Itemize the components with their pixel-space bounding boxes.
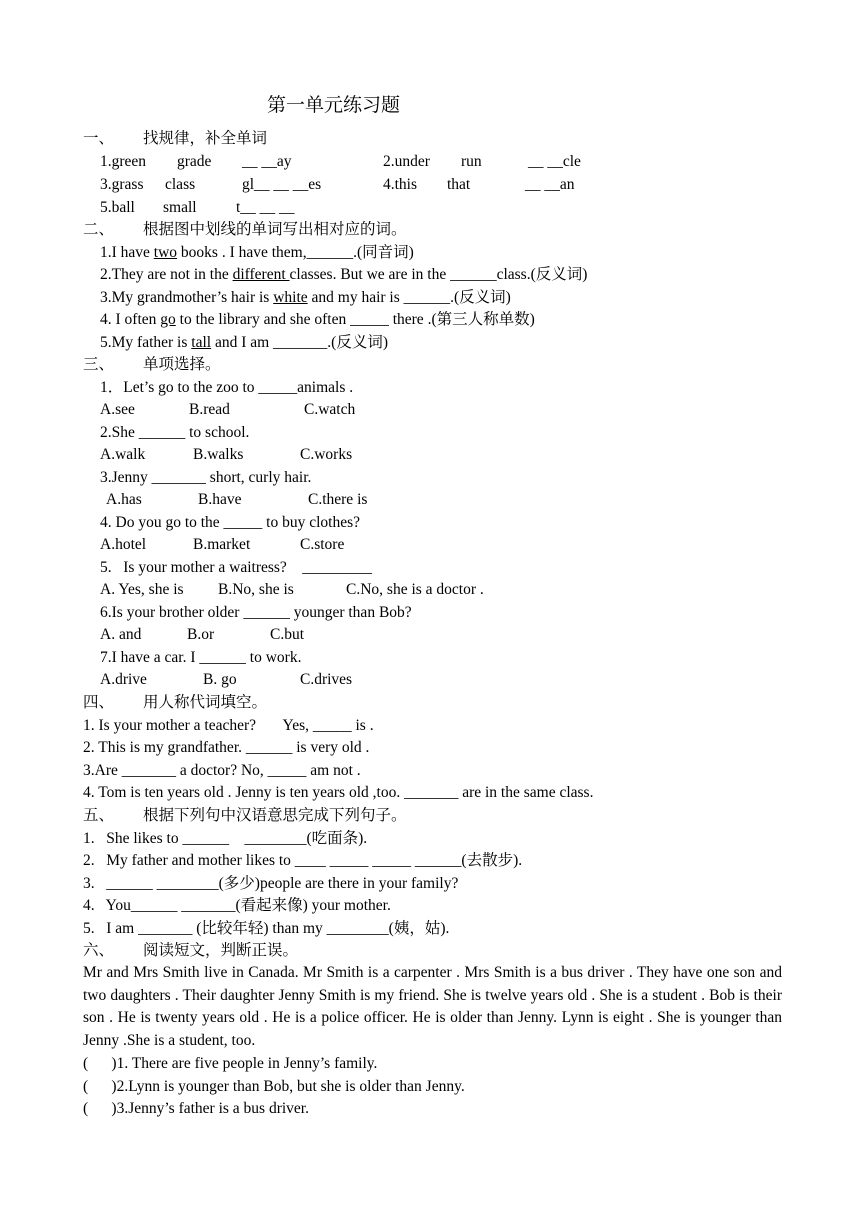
option-a: A. and [100, 626, 142, 643]
section-4-item: 1. Is your mother a teacher? Yes, _____ is . [83, 717, 374, 734]
section-5-number: 五、 [83, 807, 115, 824]
section-6-number: 六、 [83, 942, 115, 959]
section-1-heading: 找规律，补全单词 [143, 130, 268, 147]
option-b: B.No, she is [218, 581, 294, 598]
option-b: B. go [203, 671, 237, 688]
section-2-item: 2.They are not in the different classes. But we are in the ______class.(反义词) [100, 266, 588, 283]
section-2-item: 1.I have two books . I have them,______.(同音词) [100, 244, 414, 261]
page-title: 第一单元练习题 [267, 95, 401, 116]
true-false-item: ( )1. There are five people in Jenny’s family. [83, 1055, 378, 1072]
section-4-item: 4. Tom is ten years old . Jenny is ten years old ,too. _______ are in the same class. [83, 784, 594, 801]
word-blank: __ __cle [528, 153, 581, 170]
section-5-item: 1. She likes to ______ ________(吃面条). [83, 830, 368, 847]
option-b: B.have [198, 491, 242, 508]
word-cell: class [165, 176, 196, 193]
question-text: 3.Jenny _______ short, curly hair. [100, 469, 312, 486]
word-cell: 4.this [383, 176, 418, 193]
option-a: A.hotel [100, 536, 147, 553]
reading-passage: Mr and Mrs Smith live in Canada. Mr Smith is a carpenter . Mrs Smith is a bus driver . They have one son and two daughters . Their daughter Jenny Smith is my friend. She is twelve years old . She is a student . Bob is their son . He is twenty years old . He is a police officer. He is older than Jenny. Lynn is eight . She is younger than Jenny .She is a student, too. [83, 964, 782, 1049]
section-2-item: 5.My father is tall and I am _______.(反义词) [100, 334, 389, 351]
section-2-item: 4. I often go to the library and she often _____ there .(第三人称单数) [100, 311, 535, 328]
option-a: A. Yes, she is [100, 581, 184, 598]
word-blank: __ __an [525, 176, 575, 193]
option-c: C.but [270, 626, 305, 643]
section-3-number: 三、 [83, 356, 115, 373]
option-a: A.has [106, 491, 142, 508]
section-5-heading: 根据下列句中汉语意思完成下列句子。 [143, 807, 407, 824]
word-cell: run [461, 153, 482, 170]
word-cell: small [163, 199, 197, 216]
word-cell: 3.grass [100, 176, 144, 193]
question-text: 6.Is your brother older ______ younger than Bob? [100, 604, 412, 621]
section-4-heading: 用人称代词填空。 [143, 694, 268, 711]
section-4-number: 四、 [83, 694, 115, 711]
true-false-item: ( )3.Jenny’s father is a bus driver. [83, 1100, 309, 1117]
option-a: A.walk [100, 446, 146, 463]
section-2-heading: 根据图中划线的单词写出相对应的词。 [143, 221, 407, 238]
word-blank: t__ __ __ [236, 199, 295, 216]
question-text: 5. Is your mother a waitress? _________ [100, 559, 373, 576]
option-b: B.walks [193, 446, 244, 463]
option-a: A.see [100, 401, 135, 418]
section-4-item: 3.Are _______ a doctor? No, _____ am not . [83, 762, 361, 779]
option-b: B.or [187, 626, 215, 643]
word-cell: 1.green [100, 153, 147, 170]
word-cell: that [447, 176, 471, 193]
question-text: 2.She ______ to school. [100, 424, 250, 441]
option-a: A.drive [100, 671, 147, 688]
option-c: C.store [300, 536, 345, 553]
word-blank: __ __ay [242, 153, 292, 170]
section-2-number: 二、 [83, 221, 115, 238]
section-1-number: 一、 [83, 130, 115, 147]
word-cell: 2.under [383, 153, 430, 170]
section-5-item: 4. You______ _______(看起来像) your mother. [83, 897, 391, 914]
section-5-item: 5. I am _______ (比较年轻) than my ________(姨，姑). [83, 920, 450, 937]
option-c: C.there is [308, 491, 368, 508]
option-c: C.watch [304, 401, 356, 418]
word-cell: grade [177, 153, 212, 170]
section-4-item: 2. This is my grandfather. ______ is very old . [83, 739, 370, 756]
section-6-heading: 阅读短文，判断正误。 [143, 942, 299, 959]
question-text: 4. Do you go to the _____ to buy clothes? [100, 514, 361, 531]
word-blank: gl__ __ __es [242, 176, 322, 193]
option-c: C.works [300, 446, 353, 463]
word-cell: 5.ball [100, 199, 135, 216]
option-c: C.No, she is a doctor . [346, 581, 484, 598]
option-b: B.market [193, 536, 251, 553]
section-3-heading: 单项选择。 [143, 356, 221, 373]
section-2-item: 3.My grandmother’s hair is white and my hair is ______.(反义词) [100, 289, 511, 306]
section-5-item: 3. ______ ________(多少)people are there in your family? [83, 875, 459, 892]
option-b: B.read [189, 401, 230, 418]
true-false-item: ( )2.Lynn is younger than Bob, but she is older than Jenny. [83, 1078, 465, 1095]
question-text: 1．Let’s go to the zoo to _____animals . [100, 379, 354, 396]
section-5-item: 2. My father and mother likes to ____ _____ _____ ______(去散步). [83, 852, 523, 869]
question-text: 7.I have a car. I ______ to work. [100, 649, 302, 666]
option-c: C.drives [300, 671, 353, 688]
